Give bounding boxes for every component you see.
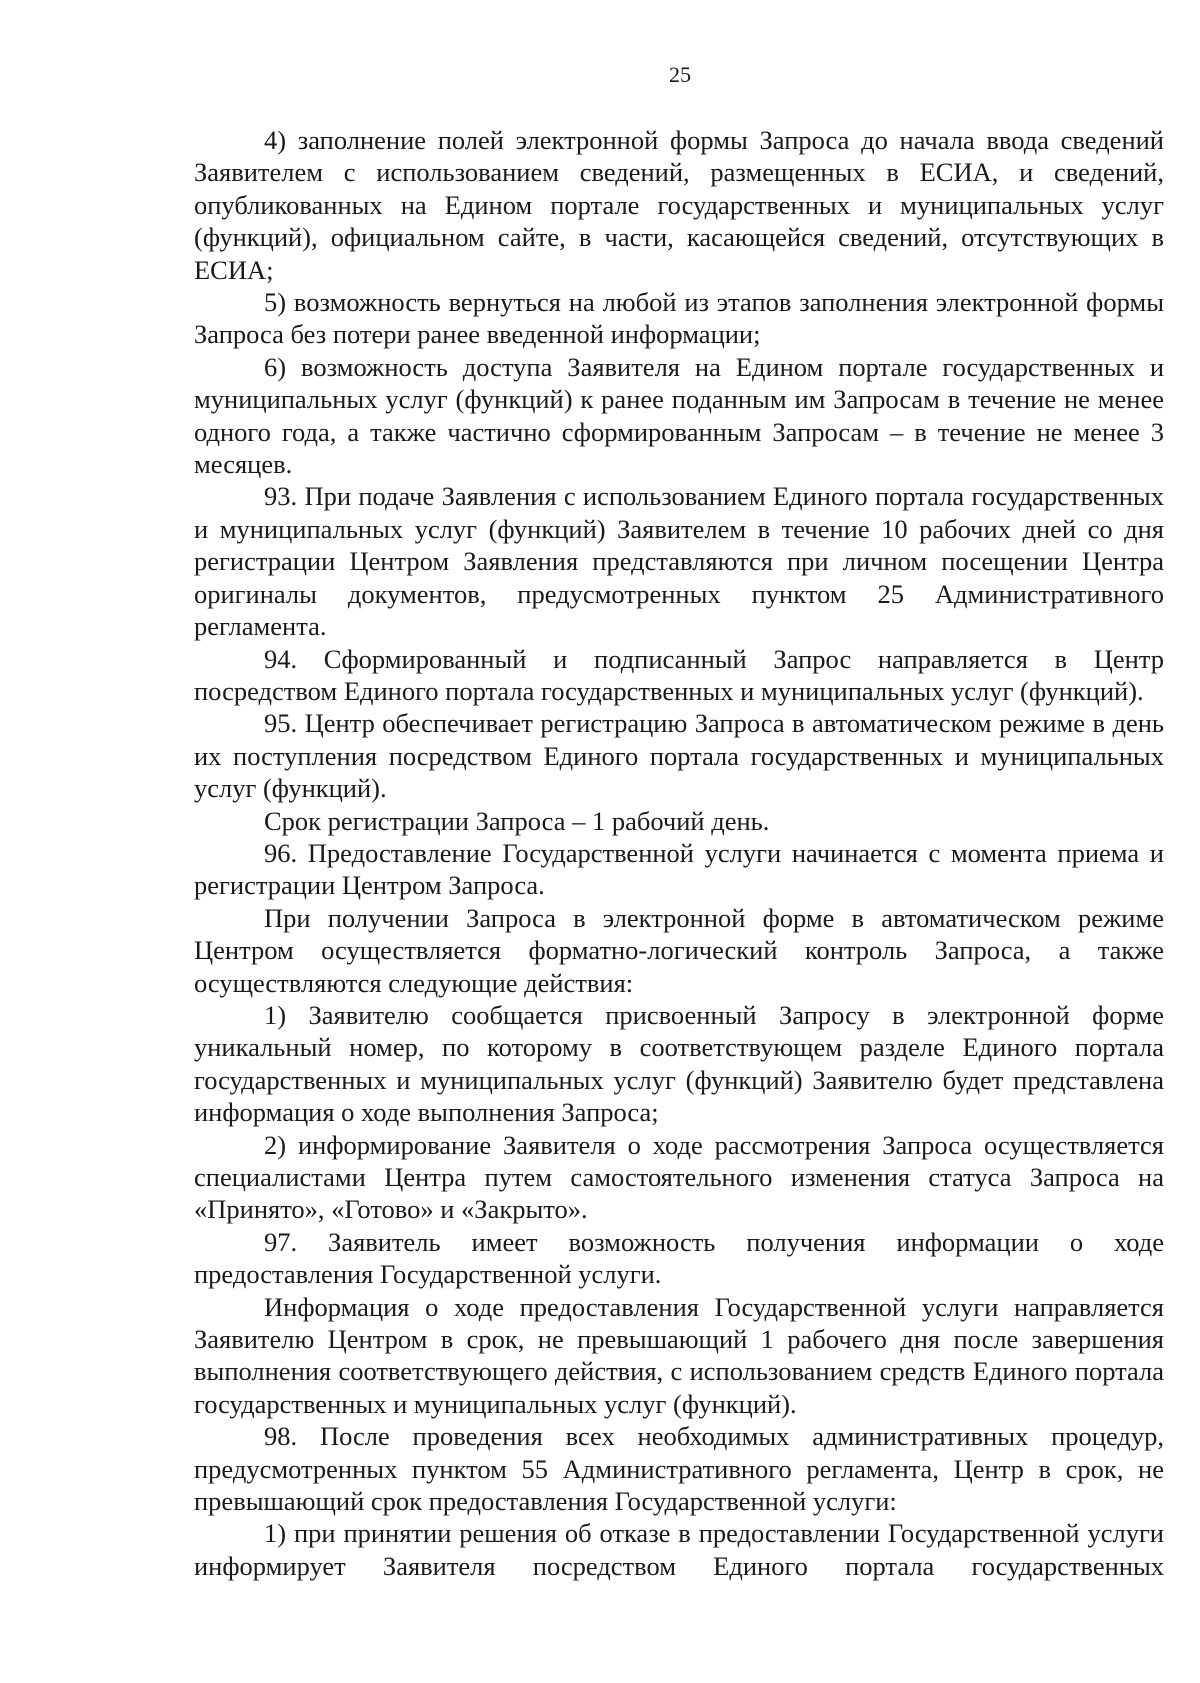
paragraph-action-1: 1) Заявителю сообщается присвоенный Запросу в электронной форме уникальный номер, по которому в соответствующем разделе Единого портала государственных и муниципальных услуг (функций) Заявителю будет представлена информация о ходе выполнения Запроса; (194, 999, 1164, 1128)
paragraph-98: 98. После проведения всех необходимых административных процедур, предусмотренных пунктом 55 Административного регламента, Центр в срок, не превышающий срок предоставления Государственной услуги: (194, 1421, 1164, 1517)
document-body (194, 124, 1164, 1582)
paragraph-95: 95. Центр обеспечивает регистрацию Запроса в автоматическом режиме в день их поступления посредством Единого портала государственных и муниципальных услуг (функций). (194, 708, 1164, 804)
paragraph-97: 97. Заявитель имеет возможность получения информации о ходе предоставления Государственной услуги. (194, 1226, 1164, 1290)
page-number: 25 (669, 62, 691, 87)
paragraph-information: Информация о ходе предоставления Государственной услуги направляется Заявителю Центром в срок, не превышающий 1 рабочего дня после завершения выполнения соответствующего действия, с использованием средств Единого портала государственных и муниципальных услуг (функций). (194, 1291, 1164, 1419)
paragraph-refusal: 1) при принятии решения об отказе в предоставлении Государственной услуги информирует Заявителя посредством Единого портала государственных (194, 1518, 1164, 1581)
paragraph-94: 94. Сформированный и подписанный Запрос направляется в Центр посредством Единого портала государственных и муниципальных услуг (функций). (194, 643, 1164, 706)
paragraph-registration-term: Срок регистрации Запроса – 1 рабочий день. (264, 805, 770, 836)
paragraph-96: 96. Предоставление Государственной услуги начинается с момента приема и регистрации Центром Запроса. (194, 837, 1164, 901)
paragraph-action-2: 2) информирование Заявителя о ходе рассмотрения Запроса осуществляется специалистами Центра путем самостоятельного изменения статуса Запроса на «Принято», «Готово» и «Закрыто». (194, 1129, 1164, 1225)
paragraph-93: 93. При подаче Заявления с использованием Единого портала государственных и муниципальных услуг (функций) Заявителем в течение 10 рабочих дней со дня регистрации Центром Заявления представляются при личном посещении Центра оригиналы документов, предусмотренных пунктом 25 Административного регламента. (194, 481, 1164, 642)
paragraph-item-5: 5) возможность вернуться на любой из этапов заполнения электронной формы Запроса без потери ранее введенной информации; (194, 287, 1164, 350)
paragraph-electronic-request: При получении Запроса в электронной форме в автоматическом режиме Центром осуществляется форматно-логический контроль Запроса, а также осуществляются следующие действия: (194, 902, 1164, 998)
paragraph-item-4: 4) заполнение полей электронной формы Запроса до начала ввода сведений Заявителем с использованием сведений, размещенных в ЕСИА, и сведений, опубликованных на Едином портале государственных и муниципальных услуг (функций), официальном сайте, в части, касающейся сведений, отсутствующих в ЕСИА; (194, 125, 1164, 285)
paragraph-item-6: 6) возможность доступа Заявителя на Едином портале государственных и муниципальных услуг (функций) к ранее поданным им Запросам в течение не менее одного года, а также частично сформированным Запросам – в течение не менее 3 месяцев. (194, 351, 1164, 480)
